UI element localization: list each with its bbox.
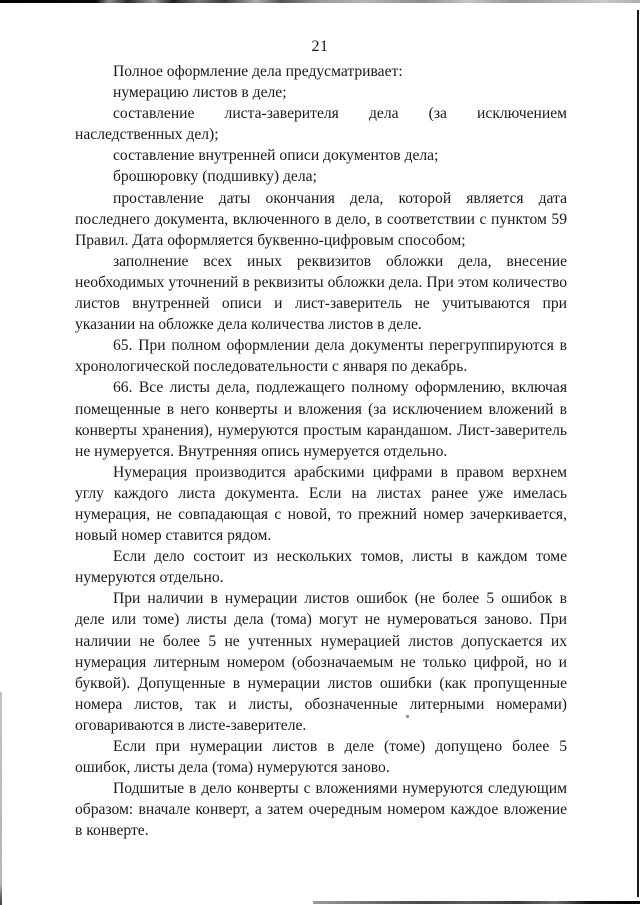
paragraph: Нумерация производится арабскими цифрами в правом верхнем углу каждого листа документа. Если на листах ранее уже имелась нумерация, не совпадающая с новой, то прежний номер зачеркивается, новый номер ставится рядом. [75, 463, 567, 545]
paragraph: 66. Все листы дела, подлежащего полному оформлению, включая помещенные в него конверты и вложения (за исключением вложений в конверты хранения), нумеруются простым карандашом. Лист-заверитель не нумеруется. Внутренняя опись нумеруется отдельно. [75, 379, 567, 460]
paragraph: заполнение всех иных реквизитов обложки дела, внесение необходимых уточнений в реквизиты обложки дела. При этом количество листов внутренней описи и лист-заверитель не учитываются при указании на обложке дела количества листов в деле. [75, 252, 567, 334]
page-number: 21 [311, 38, 329, 55]
paragraph: Если дело состоит из нескольких томов, листы в каждом томе нумеруются отдельно. [75, 548, 567, 587]
paragraph: нумерацию листов в деле; [113, 84, 287, 102]
paragraph: проставление даты окончания дела, которой является дата последнего документа, включенного в дело, в соответствии с пунктом 59 Правил. Дата оформляется буквенно-цифровым способом; [75, 189, 567, 249]
scan-artifact-bottom-edge [313, 901, 640, 904]
scan-artifact-right-edge [637, 10, 639, 897]
paragraph: При наличии в нумерации листов ошибок (не более 5 ошибок в деле или томе) листы дела (тома) могут не нумероваться заново. При наличии не более 5 не учтенных нумерацией листов допускается их нумерация литерным номером (обозначаемым не только цифрой, но и буквой). Допущенные в нумерации листов ошибки (как пропущенные номера листов, так и листы, обозначенные литерными номерами) оговариваются в листе-заверителе. [75, 590, 567, 734]
paragraph: брошюровку (подшивку) дела; [113, 168, 317, 186]
paragraph: составление листа-заверителя дела (за исключением наследственных дел); [75, 105, 567, 144]
scan-artifact-left-edge [0, 692, 2, 905]
paragraph: Полное оформление дела предусматривает: [113, 63, 403, 80]
document-body [75, 61, 567, 841]
paragraph: составление внутренней описи документов дела; [113, 147, 439, 165]
scan-artifact-top-edge [0, 0, 640, 3]
paragraph: Подшитые в дело конверты с вложениями нумеруются следующим образом: вначале конверт, а затем очередным номером каждое вложение в конверте. [75, 780, 567, 840]
paragraph: Если при нумерации листов в деле (томе) допущено более 5 ошибок, листы дела (тома) нумеруются заново. [75, 738, 567, 777]
paragraph: 65. При полном оформлении дела документы перегруппируются в хронологической последовательности с января по декабрь. [75, 337, 567, 376]
